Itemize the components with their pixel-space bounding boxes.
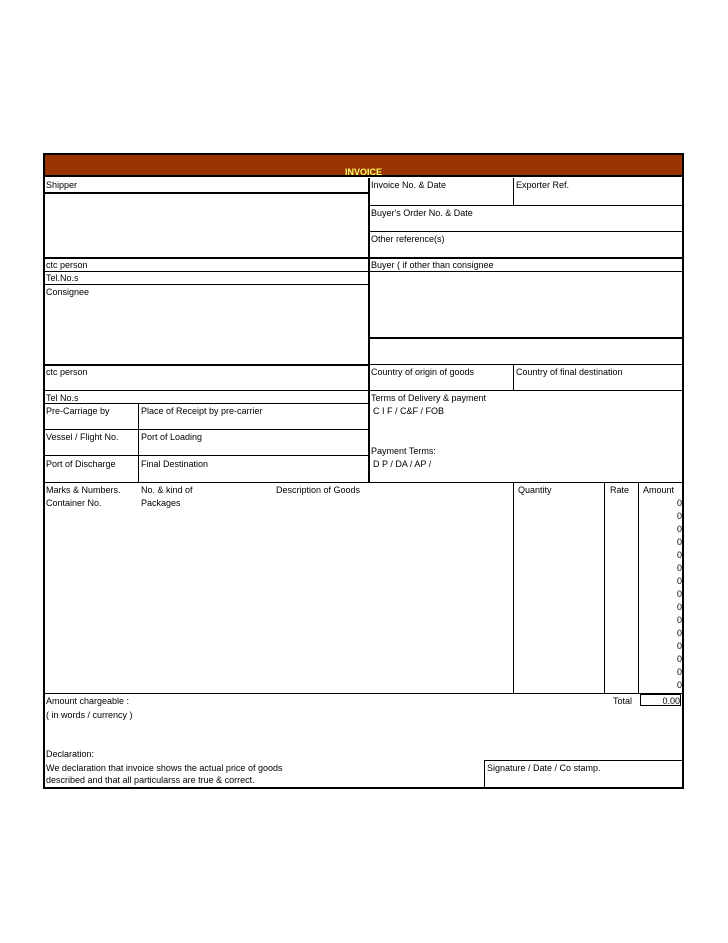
packages-header: Packages [141,498,181,508]
total-label: Total [613,696,633,706]
amount-cell: 0 [676,680,682,690]
consignee-label: Consignee [46,287,90,297]
declaration-line-2: described and that all particularss are true & correct. [46,775,255,785]
amount-cell: 0 [676,589,682,599]
consignee-tel: Tel No.s [46,393,79,403]
terms-delivery-label: Terms of Delivery & payment [371,393,487,403]
quantity-col-divider [513,482,514,694]
shipper-label: Shipper [46,180,78,190]
pre-carriage-label: Pre-Carriage by [46,406,110,416]
hline [369,205,683,206]
hline [43,284,369,285]
total-value: 0.00 [662,696,680,706]
shipper-tel: Tel.No.s [46,273,79,283]
hline [43,390,683,391]
amount-chargeable-label: Amount chargeable : [46,696,130,706]
num-kind-header: No. & kind of [141,485,193,495]
payment-values: D P / DA / AP / [373,459,432,469]
amount-cell: 0 [676,563,682,573]
amount-cell: 0 [676,524,682,534]
amount-col-divider [638,482,639,694]
amount-cell: 0 [676,576,682,586]
marks-header: Marks & Numbers. [46,485,121,495]
amount-header: Amount [643,485,675,495]
logistics-divider [138,403,139,483]
hline [43,271,683,272]
payment-terms-label: Payment Terms: [371,446,436,456]
shipper-box-top [43,192,369,194]
hline [43,429,369,430]
hline [43,693,683,694]
port-discharge-label: Port of Discharge [46,459,116,469]
hline [369,231,683,232]
buyer-box-divider [369,337,683,339]
invoice-no-date-label: Invoice No. & Date [371,180,447,190]
place-receipt-label: Place of Receipt by pre-carrier [141,406,263,416]
country-final-label: Country of final destination [516,367,623,377]
amount-cell: 0 [676,615,682,625]
consignee-ctc-person: ctc person [46,367,88,377]
amount-cell: 0 [676,667,682,677]
invoice-title: INVOICE [344,167,382,177]
amount-cell: 0 [676,511,682,521]
final-destination-label: Final Destination [141,459,209,469]
shipper-box-bottom [43,257,369,259]
rate-col-divider [604,482,605,694]
buyer-label: Buyer ( if other than consignee [371,260,494,270]
country-divider [513,365,514,391]
hline [43,482,683,483]
signature-left-border [484,760,485,788]
amount-cell: 0 [676,654,682,664]
description-header: Description of Goods [276,485,361,495]
vessel-label: Vessel / Flight No. [46,432,119,442]
amount-cell: 0 [676,537,682,547]
consignee-box-bottom [43,364,369,366]
hline [43,403,369,404]
amount-cell: 0 [676,550,682,560]
quantity-header: Quantity [518,485,552,495]
other-refs-label: Other reference(s) [371,234,445,244]
terms-values: C I F / C&F / FOB [373,406,445,416]
exporter-ref-label: Exporter Ref. [516,180,570,190]
shipper-ctc-person: ctc person [46,260,88,270]
hline [43,455,369,456]
amount-cell: 0 [676,498,682,508]
hline [369,257,683,259]
signature-top-border [484,760,683,761]
signature-label: Signature / Date / Co stamp. [487,763,601,773]
rate-header: Rate [610,485,630,495]
invoice-banner [43,153,684,177]
divider-left-col [368,178,370,483]
declaration-label: Declaration: [46,749,95,759]
amount-cell: 0 [676,602,682,612]
hline [369,364,683,365]
buyers-order-label: Buyer's Order No. & Date [371,208,473,218]
in-words-label: ( in words / currency ) [46,710,133,720]
amount-cell: 0 [676,641,682,651]
container-header: Container No. [46,498,102,508]
port-loading-label: Port of Loading [141,432,203,442]
exporter-divider [513,178,514,206]
country-origin-label: Country of origin of goods [371,367,475,377]
outer-border-bottom [43,787,684,789]
declaration-line-1: We declaration that invoice shows the actual price of goods [46,763,283,773]
amount-cell: 0 [676,628,682,638]
